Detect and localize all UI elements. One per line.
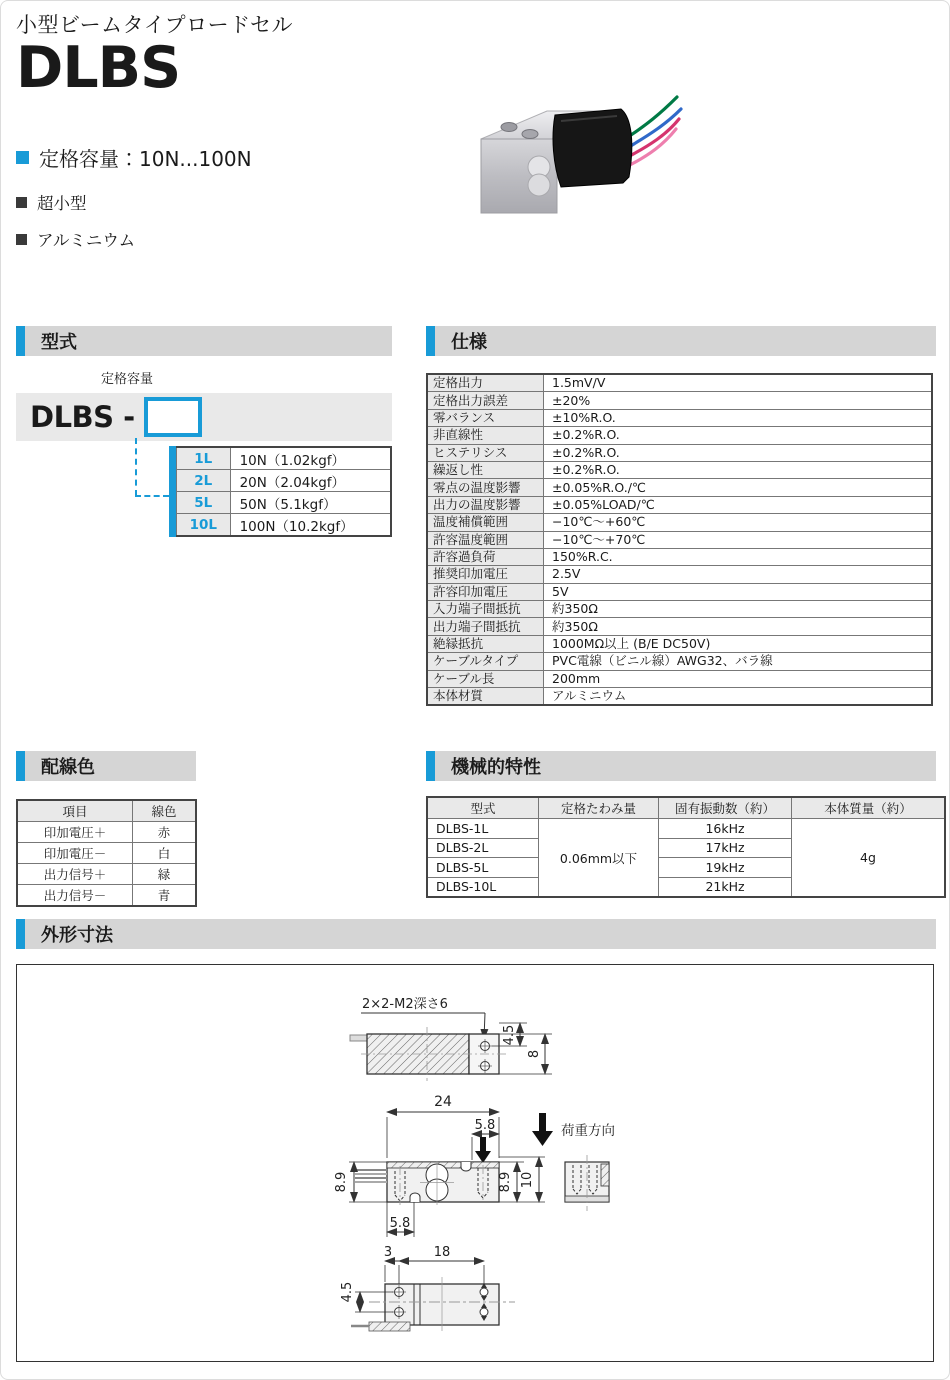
spec-row [427, 461, 932, 478]
wire-color-name: 赤 [133, 822, 197, 843]
feature-text: 超小型 [37, 194, 87, 213]
spec-value: 1000MΩ以上 (B/E DC50V) [544, 635, 933, 652]
spec-label: ケーブル長 [427, 670, 544, 687]
bullet-square-icon [16, 151, 29, 164]
dim-side-10: 10 [520, 1171, 535, 1189]
mech-model: DLBS-1L [427, 819, 539, 839]
spec-label: 本体材質 [427, 688, 544, 706]
spec-section [426, 326, 936, 706]
capacity-value: 100N（10.2kgf） [230, 514, 391, 537]
bullet-square-icon [16, 197, 27, 208]
model-section [16, 326, 392, 546]
mech-frequency: 17kHz [659, 838, 792, 858]
spec-value: 150%R.C. [544, 548, 933, 565]
spec-row [427, 531, 932, 548]
dim-bottom-4-5: 4.5 [340, 1281, 355, 1303]
wiring-header-row [17, 800, 196, 822]
mech-col-model: 型式 [427, 797, 539, 819]
spec-value: −10℃～+60℃ [544, 514, 933, 531]
wiring-item: 出力信号＋ [17, 864, 133, 885]
capacity-options-table-wrap [169, 446, 392, 537]
connector-line [135, 495, 169, 497]
spec-row [427, 583, 932, 600]
mech-header-row [427, 797, 945, 819]
wire-color-name: 緑 [133, 864, 197, 885]
spec-row [427, 601, 932, 618]
spec-row [427, 427, 932, 444]
capacity-code: 2L [177, 470, 231, 492]
dim-top-8: 8 [527, 1049, 542, 1059]
capacity-code-box [144, 397, 202, 437]
spec-label: 許容印加電圧 [427, 583, 544, 600]
wiring-item: 印加電圧＋ [17, 822, 133, 843]
spec-value: 約350Ω [544, 601, 933, 618]
spec-value: ±20% [544, 392, 933, 409]
dim-bottom-18: 18 [433, 1245, 451, 1260]
wiring-section [16, 751, 196, 907]
mech-col-frequency: 固有振動数（約） [659, 797, 792, 819]
spec-row [427, 444, 932, 461]
mechanical-table [426, 796, 946, 898]
capacity-option-row [177, 492, 392, 514]
spec-value: PVC電線（ビニル線）AWG32、バラ線 [544, 653, 933, 670]
model-prefix: DLBS - [30, 400, 135, 434]
feature-item [16, 190, 252, 214]
mech-deflection: 0.06mm以下 [539, 819, 659, 898]
spec-value: アルミニウム [544, 688, 933, 706]
dim-bottom-3: 3 [383, 1245, 393, 1260]
spec-label: 許容過負荷 [427, 548, 544, 565]
spec-label: 零点の温度影響 [427, 479, 544, 496]
spec-row [427, 479, 932, 496]
wiring-table [16, 799, 197, 907]
capacity-option-row [177, 447, 392, 470]
feature-item [16, 227, 252, 251]
section-title: 機械的特性 [451, 757, 541, 778]
load-direction-arrow-icon [532, 1131, 553, 1146]
spec-label: 繰返し性 [427, 461, 544, 478]
wire-color-name: 青 [133, 885, 197, 907]
dim-side-8-9-left: 8.9 [334, 1171, 349, 1193]
accent-bar [16, 326, 25, 356]
dimensions-section [16, 919, 936, 1362]
product-photo [451, 81, 691, 241]
section-title: 型式 [41, 332, 77, 353]
mech-model: DLBS-5L [427, 858, 539, 878]
spec-label: 定格出力誤差 [427, 392, 544, 409]
spec-value: 5V [544, 583, 933, 600]
capacity-label: 定格容量 [101, 372, 154, 387]
capacity-value: 50N（5.1kgf） [230, 492, 391, 514]
product-subtitle: 小型ビームタイプロードセル [16, 13, 293, 37]
mech-frequency: 21kHz [659, 877, 792, 897]
spec-table [426, 373, 933, 706]
spec-row [427, 618, 932, 635]
dimension-drawing-box [16, 964, 934, 1362]
flexure-hole [528, 174, 550, 196]
spec-label: 出力の温度影響 [427, 496, 544, 513]
spec-label: 非直線性 [427, 427, 544, 444]
thread-spec-label: 2×2-M2深さ6 [362, 997, 448, 1012]
accent-bar [426, 326, 435, 356]
spec-value: −10℃～+70℃ [544, 531, 933, 548]
spec-section-header [426, 326, 936, 356]
feature-text: 定格容量：10N...100N [39, 147, 252, 171]
spec-value: ±0.2%R.O. [544, 461, 933, 478]
wiring-row [17, 885, 196, 907]
dim-side-8-9-right: 8.9 [498, 1171, 513, 1193]
dimension-drawing [17, 965, 933, 1361]
accent-bar [426, 751, 435, 781]
feature-list [16, 143, 252, 264]
mech-col-mass: 本体質量（約） [792, 797, 946, 819]
section-title: 外形寸法 [41, 925, 113, 946]
wire-color-name: 白 [133, 843, 197, 864]
spec-row [427, 496, 932, 513]
spec-value: ±0.05%LOAD/℃ [544, 496, 933, 513]
wiring-row [17, 843, 196, 864]
mech-col-deflection: 定格たわみ量 [539, 797, 659, 819]
load-cell-photo-illustration [451, 81, 691, 241]
feature-text: アルミニウム [37, 231, 136, 250]
spec-row [427, 392, 932, 409]
capacity-option-row [177, 514, 392, 537]
mech-model: DLBS-10L [427, 877, 539, 897]
spec-row [427, 548, 932, 565]
spec-row [427, 514, 932, 531]
spec-row [427, 670, 932, 687]
capacity-value: 10N（1.02kgf） [230, 447, 391, 470]
capacity-value: 20N（2.04kgf） [230, 470, 391, 492]
load-direction-label: 荷重方向 [561, 1123, 615, 1139]
spec-value: ±0.2%R.O. [544, 444, 933, 461]
dimensions-section-header [16, 919, 936, 949]
wiring-col-item: 項目 [17, 800, 133, 822]
spec-value: ±10%R.O. [544, 409, 933, 426]
spec-label: 温度補償範囲 [427, 514, 544, 531]
section-title: 配線色 [41, 757, 95, 778]
capacity-code: 5L [177, 492, 231, 514]
model-code-strip [16, 393, 392, 441]
capacity-code: 10L [177, 514, 231, 537]
mechanical-section-header [426, 751, 936, 781]
spec-value: 2.5V [544, 566, 933, 583]
spec-row [427, 688, 932, 706]
load-direction-arrow-icon [539, 1113, 546, 1131]
wiring-row [17, 822, 196, 843]
mech-model: DLBS-2L [427, 838, 539, 858]
wiring-col-color: 線色 [133, 800, 197, 822]
mech-frequency: 16kHz [659, 819, 792, 839]
spec-label: 許容温度範囲 [427, 531, 544, 548]
page-header [16, 9, 293, 99]
accent-bar [16, 751, 25, 781]
wiring-section-header [16, 751, 196, 781]
capacity-code: 1L [177, 447, 231, 470]
spec-row [427, 566, 932, 583]
spec-label: ケーブルタイプ [427, 653, 544, 670]
product-title: DLBS [16, 35, 181, 101]
spec-row [427, 409, 932, 426]
spec-row [427, 374, 932, 392]
mech-row [427, 819, 945, 839]
screw-head [522, 130, 538, 139]
mech-frequency: 19kHz [659, 858, 792, 878]
spec-label: 入力端子間抵抗 [427, 601, 544, 618]
wiring-row [17, 864, 196, 885]
section-title: 仕様 [451, 332, 487, 353]
spec-label: 定格出力 [427, 374, 544, 392]
dim-side-5-8-bottom: 5.8 [389, 1216, 411, 1231]
dim-side-24: 24 [434, 1094, 452, 1110]
spec-row [427, 635, 932, 652]
accent-bar [16, 919, 25, 949]
model-section-header [16, 326, 392, 356]
spec-label: 零バランス [427, 409, 544, 426]
feature-item [16, 143, 252, 172]
spec-label: 絶縁抵抗 [427, 635, 544, 652]
capacity-options-table [176, 446, 392, 537]
connector-line [135, 438, 137, 496]
bullet-square-icon [16, 234, 27, 245]
spec-label: 出力端子間抵抗 [427, 618, 544, 635]
wiring-item: 印加電圧－ [17, 843, 133, 864]
dim-top-4-5: 4.5 [502, 1024, 517, 1046]
wiring-item: 出力信号－ [17, 885, 133, 907]
screw-head [501, 123, 517, 132]
spec-label: 推奨印加電圧 [427, 566, 544, 583]
spec-row [427, 653, 932, 670]
mechanical-section [426, 751, 936, 898]
spec-label: ヒステリシス [427, 444, 544, 461]
mech-mass: 4g [792, 819, 946, 898]
spec-value: 200mm [544, 670, 933, 687]
capacity-option-row [177, 470, 392, 492]
dim-side-5-8-top: 5.8 [474, 1118, 496, 1133]
spec-value: ±0.2%R.O. [544, 427, 933, 444]
spec-value: 約350Ω [544, 618, 933, 635]
spec-value: 1.5mV/V [544, 374, 933, 392]
spec-value: ±0.05%R.O./℃ [544, 479, 933, 496]
